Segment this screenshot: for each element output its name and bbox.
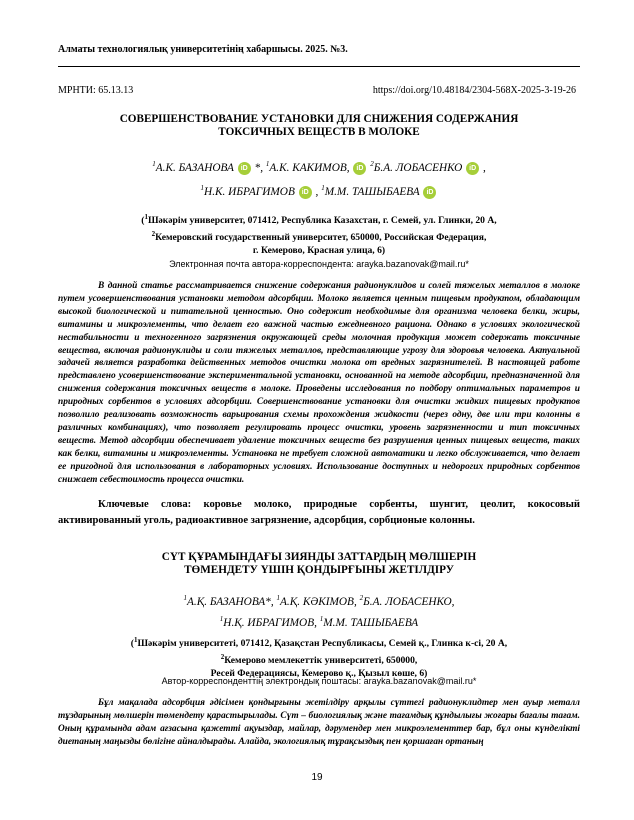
header-rule xyxy=(58,66,580,67)
ru-affil-line1: Шәкәрім университет, 071412, Республика Казахстан, г. Семей, ул. Глинки, 20 А, xyxy=(147,215,497,227)
ru-title-line2: ТОКСИЧНЫХ ВЕЩЕСТВ В МОЛОКЕ xyxy=(218,126,420,138)
author-name: А.К. КАКИМОВ, xyxy=(269,161,350,174)
author-name: Б.А. ЛОБАСЕНКО, xyxy=(363,595,455,608)
ru-abstract: В данной статье рассматривается снижение содержания радионуклидов и солей тяжелых металлов в молоке путем усовершенствования установки методом адсорбции. Молоко является ценным пищевым продуктом, обладающим высокой биологической и питательной ценностью. Оно содержит необходимые для организма человека белки, жиры, витамины и микроэлементы, что делает его важной частью ежедневного рациона. Однако в условиях экологической нестабильности и техногенного загрязнения окружающей среды молочная продукция может содержать токсичные вещества, включая радионуклиды и соли тяжелых металлов, представляющие угрозу для здоровья человека. Актуальной задачей является разработка действенных методов очистки молока от вредных загрязнителей. В настоящей работе представлено усовершенствование экспериментальной установки, основанной на методе адсорбции, предназначенной для снижения содержания токсичных веществ в молоке. Проведены исследования по подбору оптимальных параметров и природных сорбентов в условиях адсорбции. Совершенствование установки для очистки жидких пищевых продуктов позволило реализовать возможность варьирования схемы прохождения жидкости (через одну, две или три колонны в различных комбинациях), что позволяет регулировать процесс очистки, уровень загрязненности и тип токсичных веществ. Метод адсорбции обеспечивает удаление токсичных веществ без разрушения ценных пищевых веществ, таких как белки, витамины и микроэлементы. Установка не требует сложной автоматики и легко обслуживается, что делает ее пригодной для использования в лабораторных условиях. Использование доступных и недорогих природных сорбентов снижает себестоимость процесса очистки. xyxy=(58,281,580,485)
ru-keywords: Ключевые слова: коровье молоко, природные сорбенты, шунгит, цеолит, кокосовый активированный уголь, радиоактивное загрязнение, адсорбция, сорбционые колонны. xyxy=(58,499,580,526)
author-name: А.Қ. КӘКІМОВ, xyxy=(279,595,360,608)
author-name: М.М. ТАШЫБАЕВА xyxy=(324,185,420,198)
author-mark: *, xyxy=(251,161,266,174)
ru-email: Электронная почта автора-корреспондента: arayka.bazanovak@mail.ru* xyxy=(169,259,469,269)
author-name: Б.А. ЛОБАСЕНКО xyxy=(373,161,463,174)
kz-authors-line2: $^1$Н.Қ. ИБРАГИМОВ, $^1$М.М. ТАШЫБАЕВА xyxy=(219,614,419,629)
author-name: Н.Қ. ИБРАГИМОВ, xyxy=(223,616,320,629)
kz-title-line1: СҮТ ҚҰРАМЫНДАҒЫ ЗИЯНДЫ ЗАТТАРДЫҢ МӨЛШЕРІН xyxy=(161,551,477,563)
author-sup: 2 xyxy=(370,160,374,168)
author-name: А.Қ. БАЗАНОВА*, xyxy=(187,595,277,608)
ru-authors-line2 xyxy=(58,178,580,202)
kz-affil-line2: Кемерово мемлекеттік университеті, 650000, xyxy=(224,654,418,666)
orcid-icon[interactable]: iD xyxy=(353,162,366,175)
ru-authors-line1 xyxy=(58,154,580,178)
author-name: М.М. ТАШЫБАЕВА xyxy=(323,616,419,629)
page-number: 19 xyxy=(311,772,323,783)
journal-header: Алматы технологиялық университетінің хабаршысы. 2025. №3. xyxy=(58,44,348,55)
author-sup: 1 xyxy=(200,183,205,192)
ru-title xyxy=(58,113,580,139)
orcid-icon[interactable]: iD xyxy=(238,162,251,175)
kz-affiliations: ($^1$Шәкәрім университеті, 071412, Қазақстан Республикасы, Семей қ., Глинка к-сі, 20 А, $^2$Кемерово мемлекеттік университеті, 650000, Ресей Федерациясы, Кемерово қ., Қызыл көше, 6) xyxy=(58,634,580,681)
kz-affil-line1: Шәкәрім университеті, 071412, Қазақстан Республикасы, Семей қ., Глинка к-сі, 20 А, xyxy=(137,638,508,650)
author-sup: 1 xyxy=(265,160,270,168)
ru-title-line1: СОВЕРШЕНСТВОВАНИЕ УСТАНОВКИ ДЛЯ СНИЖЕНИЯ СОДЕРЖАНИЯ xyxy=(119,113,519,125)
author-sup: 1 xyxy=(152,160,156,168)
kz-email: Автор-корреспонденттің электрондық поштасы: arayka.bazanovak@mail.ru* xyxy=(161,676,477,686)
kz-abstract: Бұл мақалада адсорбция әдісімен қондырғыны жетілдіру арқылы сүттегі радионуклидтер мен ауыр металл тұздарының мөлшерін төмендету қарастырылады. Сүт – биологиялық және тағамдық құндылығы жоғары бағалы тағам. Оның құрамында адам ағзасына қажетті ақуыздар, майлар, дәрумендер мен микроэлементтер бар, бұл оны күнделікті диетаның маңызды бөлігіне айналдырады. Алайда, экологиялық тұрақсыздық пен қоршаған ортаның xyxy=(58,698,580,747)
kz-title xyxy=(58,551,580,577)
author-mark: , xyxy=(480,161,486,174)
kz-authors xyxy=(58,590,580,632)
author-name: А.К. БАЗАНОВА xyxy=(155,161,234,174)
author-sup: 1 xyxy=(321,183,325,192)
kz-title-line2: ТӨМЕНДЕТУ ҮШІН ҚОНДЫРҒЫНЫ ЖЕТІЛДІРУ xyxy=(184,564,454,576)
author-name: Н.К. ИБРАГИМОВ xyxy=(204,185,295,198)
orcid-icon[interactable]: iD xyxy=(466,162,479,175)
ru-affil-line2: Кемеровский государственный университет, 650000, Российская Федерация, xyxy=(155,231,487,243)
kz-authors-line1: $^1$А.Қ. БАЗАНОВА*, $^1$А.Қ. КӘКІМОВ, $^2$Б.А. ЛОБАСЕНКО, xyxy=(183,594,455,608)
doi-link[interactable]: https://doi.org/10.48184/2304-568X-2025-3-19-26 xyxy=(372,85,576,96)
orcid-icon[interactable]: iD xyxy=(299,186,312,199)
kz-affil-line3: Ресей Федерациясы, Кемерово қ., Қызыл көше, 6) xyxy=(210,668,428,680)
mrnti-code: МРНТИ: 65.13.13 xyxy=(58,85,134,96)
ru-authors xyxy=(58,154,580,202)
ru-affil-line3: г. Кемерово, Красная улица, 6) xyxy=(252,245,386,257)
author-mark: , xyxy=(312,185,322,198)
ru-affiliations: ($^1$Шәкәрім университет, 071412, Республика Казахстан, г. Семей, ул. Глинки, 20 А, $^2$Кемеровский государственный университет, 650000, Российская Федерация, г. Кемерово, Красная улица, 6) xyxy=(58,211,580,258)
orcid-icon[interactable]: iD xyxy=(423,186,436,199)
